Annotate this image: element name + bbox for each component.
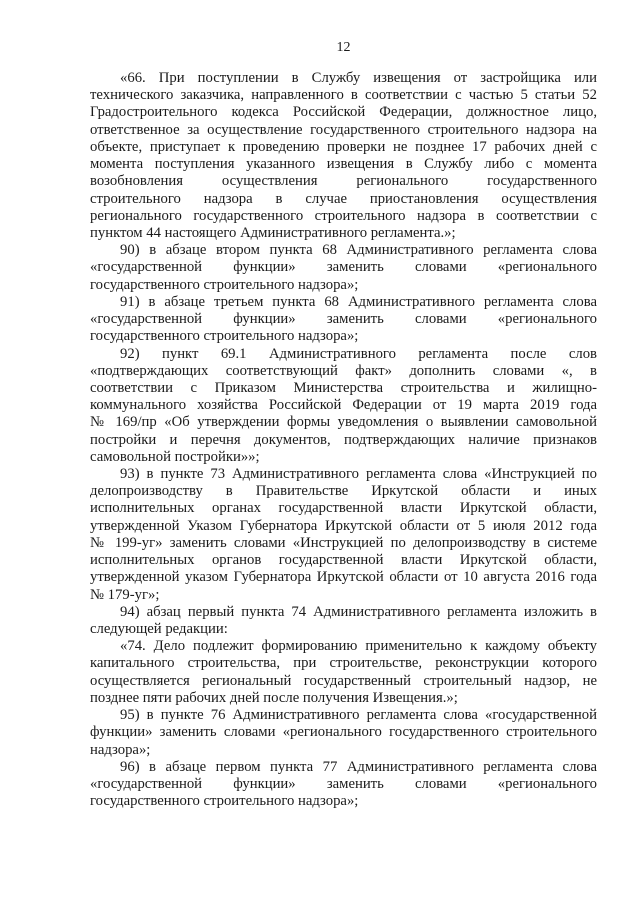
text-line: «подтверждающих соответствующий факт» дополнить словами «, в — [90, 362, 597, 379]
text-line: утвержденной Указом Губернатора Иркутской области от 5 июля 2012 года — [90, 517, 597, 534]
paragraph-item-93 — [90, 466, 597, 604]
paragraph-item-90 — [90, 242, 597, 294]
paragraph-quoted-item-74 — [90, 638, 597, 707]
text-line: исполнительных органов государственной власти Иркутской области, — [90, 552, 597, 569]
text-line: позднее пяти рабочих дней после получения Извещения.»; — [90, 689, 458, 706]
text-line: 90) в абзаце втором пункта 68 Административного регламента слова — [120, 242, 597, 259]
text-line: строительного надзора в случае приостановления осуществления — [90, 190, 597, 207]
text-line: момента поступления указанного извещения в Службу либо с момента — [90, 156, 597, 173]
text-line: 91) в абзаце третьем пункта 68 Административного регламента слова — [120, 293, 597, 310]
text-line: «74. Дело подлежит формированию применительно к каждому объекту — [120, 638, 597, 655]
text-line: государственного строительного надзора»; — [90, 793, 359, 810]
text-line: ответственное за осуществление государственного строительного надзора на — [90, 121, 597, 138]
text-line: 96) в абзаце первом пункта 77 Административного регламента слова — [120, 758, 597, 775]
document-body — [90, 70, 597, 810]
text-line: «государственной функции» заменить словами «регионального — [90, 775, 597, 792]
text-line: самовольной постройки»»; — [90, 448, 260, 465]
text-line: надзора»; — [90, 741, 151, 758]
text-line: капитального строительства, при строительстве, реконструкции которого — [90, 655, 597, 672]
text-line: функции» заменить словами «регионального государственного строительного — [90, 724, 597, 741]
text-line: объекте, приступает к проведению проверки не позднее 17 рабочих дней с — [90, 138, 597, 155]
page-number: 12 — [336, 40, 351, 55]
text-line: исполнительных органах государственной власти Иркутской области, — [90, 500, 597, 517]
text-line: технического заказчика, направленного в соответствии с частью 5 статьи 52 — [90, 87, 597, 104]
text-line: осуществляется региональный государственный строительный надзор, не — [90, 672, 597, 689]
text-line: 95) в пункте 76 Административного регламента слова «государственной — [120, 707, 597, 724]
text-line: 92) пункт 69.1 Административного регламента после слов — [120, 345, 597, 362]
text-line: пунктом 44 настоящего Административного регламента.»; — [90, 224, 456, 241]
text-line: 94) абзац первый пункта 74 Административного регламента изложить в — [120, 603, 597, 620]
text-line: утвержденной указом Губернатора Иркутской области от 10 августа 2016 года — [90, 569, 597, 586]
text-line: государственного строительного надзора»; — [90, 328, 359, 345]
text-line: делопроизводству в Правительстве Иркутской области и иных — [90, 483, 597, 500]
text-line: коммунального хозяйства Российской Федерации от 19 марта 2019 года — [90, 397, 597, 414]
paragraph-item-96 — [90, 759, 597, 811]
text-line: регионального государственного строительного надзора в соответствии с — [90, 207, 597, 224]
text-line: возобновления осуществления регионального государственного — [90, 173, 597, 190]
text-line: «государственной функции» заменить словами «регионального — [90, 259, 597, 276]
text-line: Градостроительного кодекса Российской Федерации, должностное лицо, — [90, 104, 597, 121]
text-line: «государственной функции» заменить словами «регионального — [90, 311, 597, 328]
paragraph-quoted-item-66 — [90, 70, 597, 242]
paragraph-item-92 — [90, 346, 597, 467]
text-line: «66. При поступлении в Службу извещения от застройщика или — [120, 70, 597, 86]
paragraph-item-95 — [90, 707, 597, 759]
text-line: № 169/пр «Об утверждении формы уведомления о выявлении самовольной — [90, 414, 597, 431]
paragraph-item-91 — [90, 294, 597, 346]
text-line: 93) в пункте 73 Административного регламента слова «Инструкцией по — [120, 466, 597, 483]
text-line: следующей редакции: — [90, 621, 228, 637]
text-line: государственного строительного надзора»; — [90, 276, 359, 293]
text-line: постройки и перечня документов, подтверждающих наличие признаков — [90, 431, 597, 448]
text-line: № 199-уг» заменить словами «Инструкцией по делопроизводству в системе — [90, 534, 597, 551]
paragraph-item-94 — [90, 604, 597, 638]
text-line: соответствии с Приказом Министерства строительства и жилищно- — [90, 379, 597, 396]
text-line: № 179-уг»; — [90, 586, 160, 603]
